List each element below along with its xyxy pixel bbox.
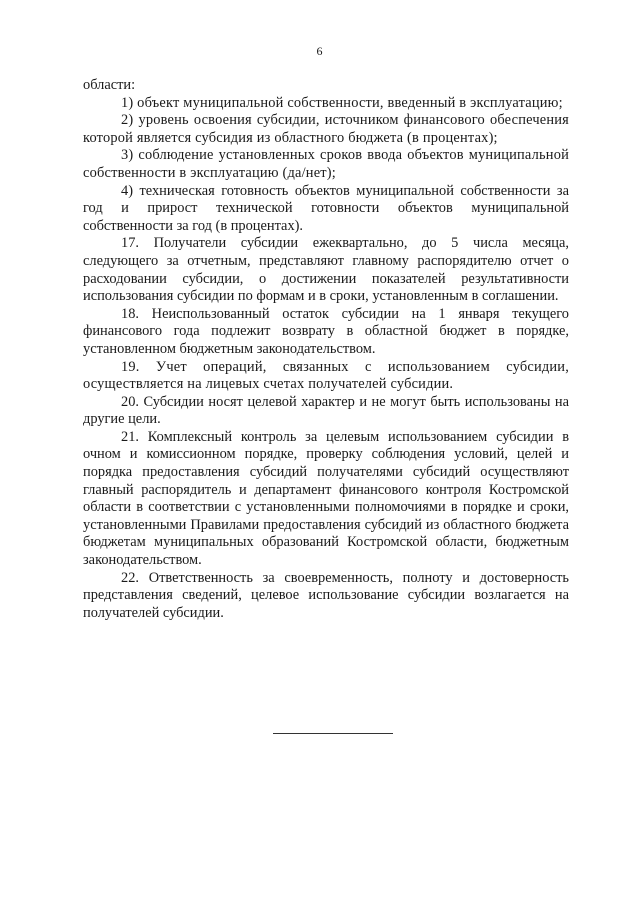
clause-18: 18. Неиспользованный остаток субсидии на 1 января текущего финансового года подлежит возврату в областной бюджет в порядке, установленном бюджетным законодательством. [83, 305, 569, 357]
document-body [83, 77, 569, 622]
list-item-2: 2) уровень освоения субсидии, источником финансового обеспечения которой является субсидия из областного бюджета (в процентах); [83, 112, 569, 146]
clause-17: 17. Получатели субсидии ежеквартально, до 5 числа месяца, следующего за отчетным, представляют главному распорядителю отчет о расходовании субсидии, о достижении показателей результативности использования субсидии по формам и в сроки, установленным в соглашении. [83, 235, 569, 305]
end-divider [273, 733, 393, 734]
list-item-4: 4) техническая готовность объектов муниципальной собственности за год и прирост технической готовности объектов муниципальной собственности за год (в процентах). [83, 182, 569, 234]
clause-22: 22. Ответственность за своевременность, полноту и достоверность представления сведений, целевое использование субсидии возлагается на получателей субсидии. [83, 569, 569, 621]
clause-21: 21. Комплексный контроль за целевым использованием субсидии в очном и комиссионном порядке, проверку соблюдения условий, целей и порядка предоставления субсидий получателями субсидий осуществляют главный распорядитель и департамент финансового контроля Костромской области в соответствии с установленными полномочиями в порядке и сроки, установленными Правилами предоставления субсидий из областного бюджета бюджетам муниципальных образований Костромской области, бюджетным законодательством. [83, 428, 569, 569]
clause-20: 20. Субсидии носят целевой характер и не могут быть использованы на другие цели. [83, 393, 569, 428]
clause-19: 19. Учет операций, связанных с использованием субсидии, осуществляется на лицевых счетах получателей субсидии. [83, 358, 569, 393]
list-item-1: 1) объект муниципальной собственности, введенный в эксплуатацию; [121, 94, 563, 111]
list-item-3: 3) соблюдение установленных сроков ввода объектов муниципальной собственности в эксплуатацию (да/нет); [83, 147, 569, 181]
paragraph-continuation: области: [83, 77, 136, 93]
page-number: 6 [316, 44, 323, 58]
